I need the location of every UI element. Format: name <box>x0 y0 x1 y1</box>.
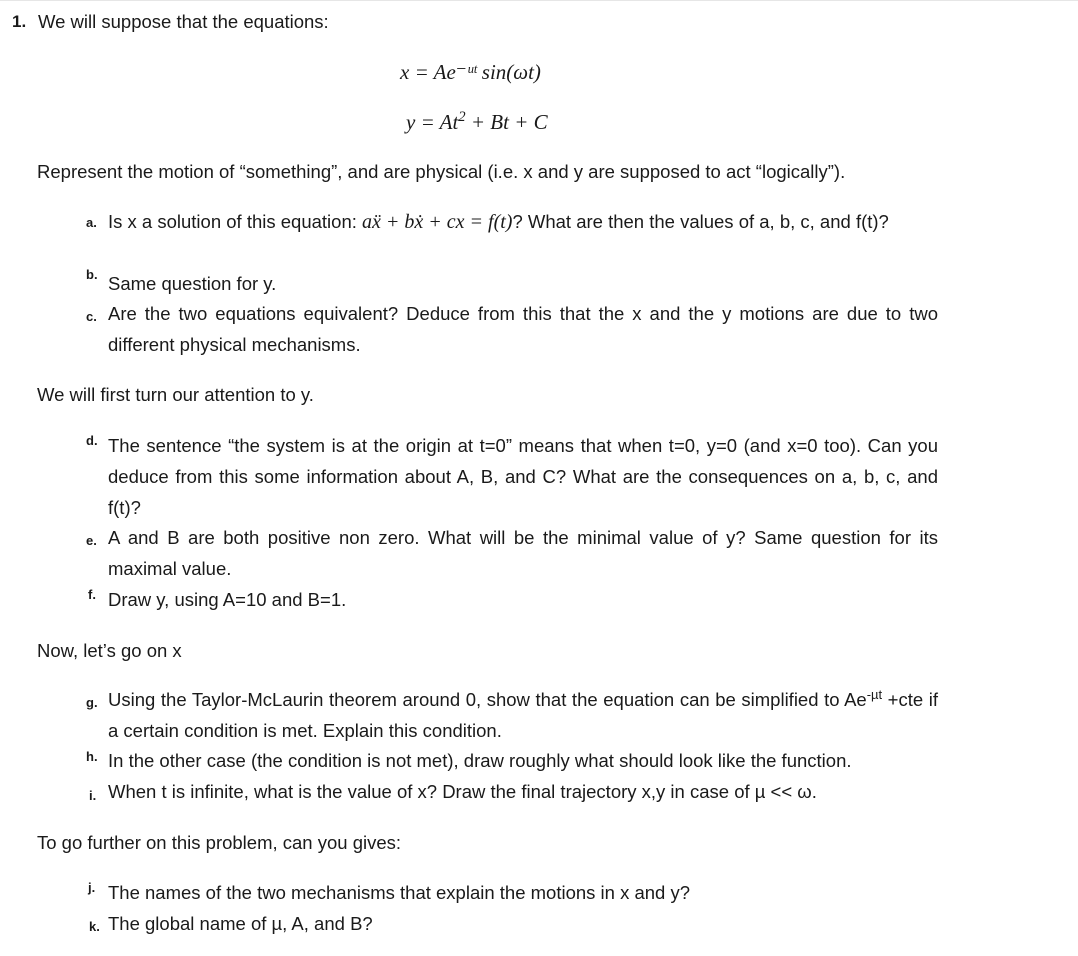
item-j-marker: j. <box>88 880 96 895</box>
item-a-marker: a. <box>86 215 97 230</box>
item-a-equation: aẍ + bẋ + cx = f(t) <box>362 211 513 233</box>
item-j: The names of the two mechanisms that explain the motions in x and y? <box>108 882 691 903</box>
section-y-heading: We will first turn our attention to y. <box>37 384 314 405</box>
section-further-heading: To go further on this problem, can you gives: <box>37 832 402 853</box>
item-e-marker: e. <box>86 533 97 548</box>
item-g-text-before: Using the Taylor-McLaurin theorem around 0, show that the equation can be simplified to Ae <box>108 689 867 710</box>
item-c-marker: c. <box>86 309 97 324</box>
item-i: When t is infinite, what is the value of x? Draw the final trajectory x,y in case of µ << ω. <box>108 781 817 802</box>
item-i-marker: i. <box>89 788 97 803</box>
item-f: Draw y, using A=10 and B=1. <box>108 589 347 610</box>
item-b: Same question for y. <box>108 273 277 294</box>
equation-y <box>406 110 548 135</box>
item-a-text-before: Is x a solution of this equation: <box>108 211 363 232</box>
section-x-heading: Now, let’s go on x <box>37 640 182 661</box>
item-a-text-after: ? What are then the values of a, b, c, and f(t)? <box>512 211 889 232</box>
item-g-text-after: +cte if a certain condition is met. Explain this condition. <box>108 689 938 741</box>
item-f-marker: f. <box>88 587 96 602</box>
item-g-marker: g. <box>86 695 98 710</box>
represent-text: Represent the motion of “something”, and are physical (i.e. x and y are supposed to act “logically”). <box>37 161 846 182</box>
equation-x-text: x = Ae⁻ᵘᵗ sin(ωt) <box>400 60 541 84</box>
item-k: The global name of µ, A, and B? <box>108 913 373 934</box>
intro-text: We will suppose that the equations: <box>38 11 329 32</box>
item-h-marker: h. <box>86 749 98 764</box>
equation-y-exponent: 2 <box>458 108 466 125</box>
item-a <box>108 206 938 238</box>
question-number: 1. <box>12 12 27 31</box>
item-k-marker: k. <box>89 919 100 934</box>
item-b-marker: b. <box>86 267 98 282</box>
item-e: A and B are both positive non zero. What will be the minimal value of y? Same question for its maximal value. <box>108 527 938 579</box>
item-d-marker: d. <box>86 433 98 448</box>
equation-x <box>400 60 541 85</box>
item-g <box>108 684 938 746</box>
item-c: Are the two equations equivalent? Deduce from this that the x and the y motions are due to two different physical mechanisms. <box>108 303 938 355</box>
item-d: The sentence “the system is at the origin at t=0” means that when t=0, y=0 (and x=0 too). Can you deduce from this some information about A, B, and C? What are the consequences on a, b, c, and f(t)? <box>108 435 938 518</box>
top-border <box>0 0 1078 1</box>
equation-y-rhs: + Bt + C <box>465 110 548 134</box>
item-h: In the other case (the condition is not met), draw roughly what should look like the function. <box>108 750 852 771</box>
equation-y-lhs: y = At <box>406 110 459 134</box>
item-g-superscript: -µt <box>866 686 883 702</box>
